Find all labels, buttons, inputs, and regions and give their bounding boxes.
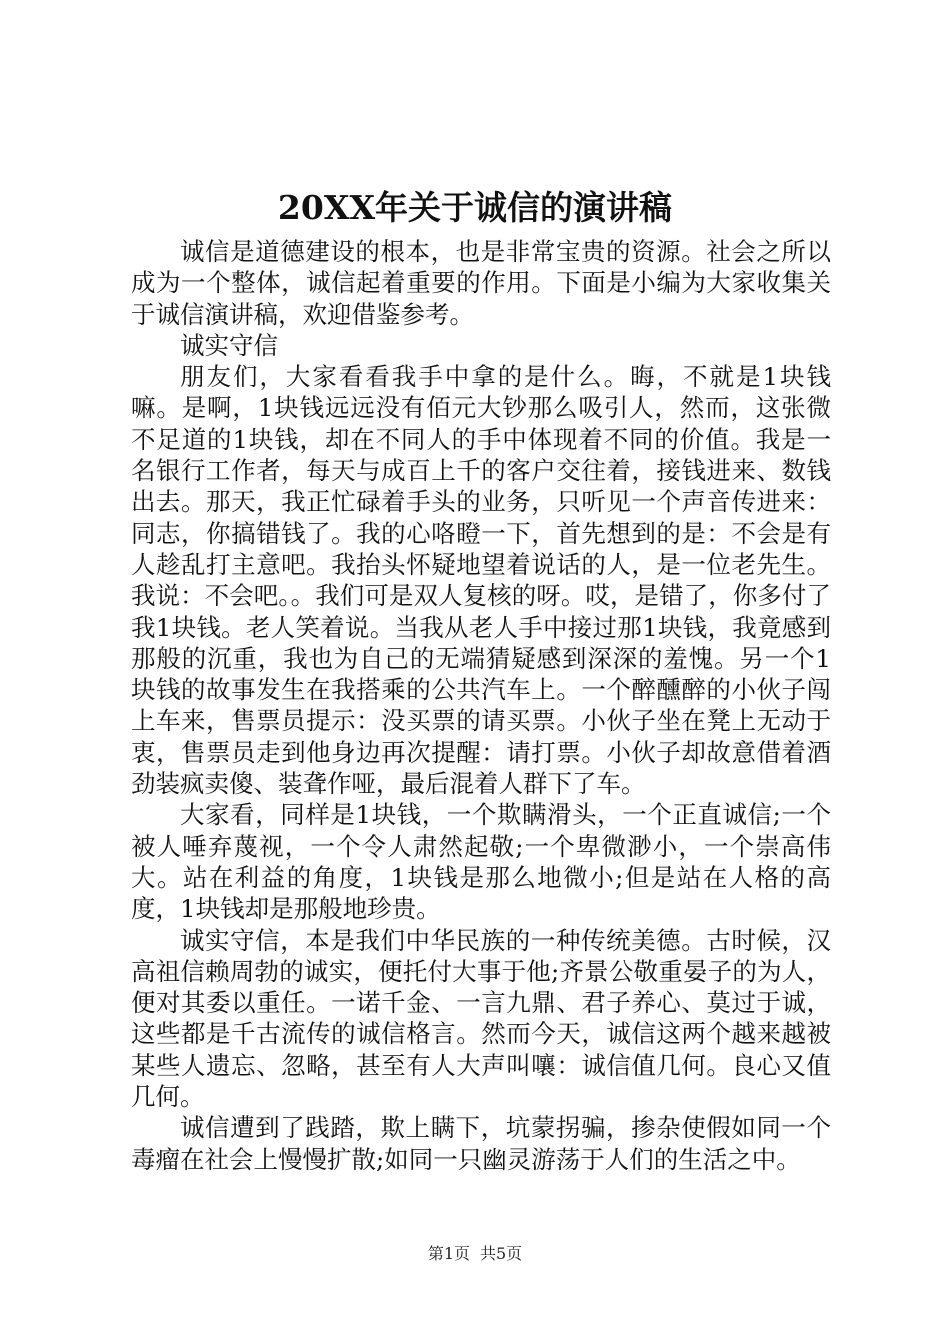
paragraph-comparison: 大家看，同样是1块钱，一个欺瞒滑头，一个正直诚信;一个被人唾弃蔑视，一个令人肃然起敬;一个卑微渺小，一个崇高伟大。站在利益的角度，1块钱是那么地微小;但是站在人格的高度，1块钱却是那般地珍贵。: [131, 800, 831, 924]
paragraph-tradition: 诚实守信，本是我们中华民族的一种传统美德。古时候，汉高祖信赖周勃的诚实，便托付大事于他;齐景公敬重晏子的为人，便对其委以重任。一诺千金、一言九鼎、君子养心、莫过于诚，这些都是千古流传的诚信格言。然而今天，诚信这两个越来越被某些人遗忘、忽略，甚至有人大声叫嚷：诚信值几何。良心又值几何。: [131, 925, 831, 1112]
paragraph-conclusion: 诚信遭到了践踏，欺上瞒下，坑蒙拐骗，掺杂使假如同一个毒瘤在社会上慢慢扩散;如同一只幽灵游荡于人们的生活之中。: [131, 1113, 831, 1174]
document-body: [131, 236, 831, 1175]
page-total: 共5页: [480, 1244, 523, 1263]
paragraph-intro: 诚信是道德建设的根本，也是非常宝贵的资源。社会之所以成为一个整体，诚信起着重要的作用。下面是小编为大家收集关于诚信演讲稿，欢迎借鉴参考。: [131, 237, 831, 329]
section-heading: 诚实守信: [180, 330, 278, 360]
page-number: 第1页: [427, 1244, 470, 1263]
document-title: 20XX年关于诚信的演讲稿: [277, 188, 673, 227]
paragraph-story: 朋友们，大家看看我手中拿的是什么。晦，不就是1块钱嘛。是啊，1块钱远远没有佰元大钞那么吸引人，然而，这张微不足道的1块钱，却在不同人的手中体现着不同的价值。我是一名银行工作者，每天与成百上千的客户交往着，接钱进来、数钱出去。那天，我正忙碌着手头的业务，只听见一个声音传进来：同志，你搞错钱了。我的心咯瞪一下，首先想到的是：不会是有人趁乱打主意吧。我抬头怀疑地望着说话的人，是一位老先生。我说：不会吧。。我们可是双人复核的呀。哎，是错了，你多付了我1块钱。老人笑着说。当我从老人手中接过那1块钱，我竟感到那般的沉重，我也为自己的无端猜疑感到深深的羞愧。另一个1块钱的故事发生在我搭乘的公共汽车上。一个醉醺醉的小伙子闯上车来，售票员提示：没买票的请买票。小伙子坐在凳上无动于衷，售票员走到他身边再次提醒：请打票。小伙子却故意借着酒劲装疯卖傻、装聋作哑，最后混着人群下了车。: [131, 362, 831, 799]
page-footer: [0, 1244, 950, 1264]
